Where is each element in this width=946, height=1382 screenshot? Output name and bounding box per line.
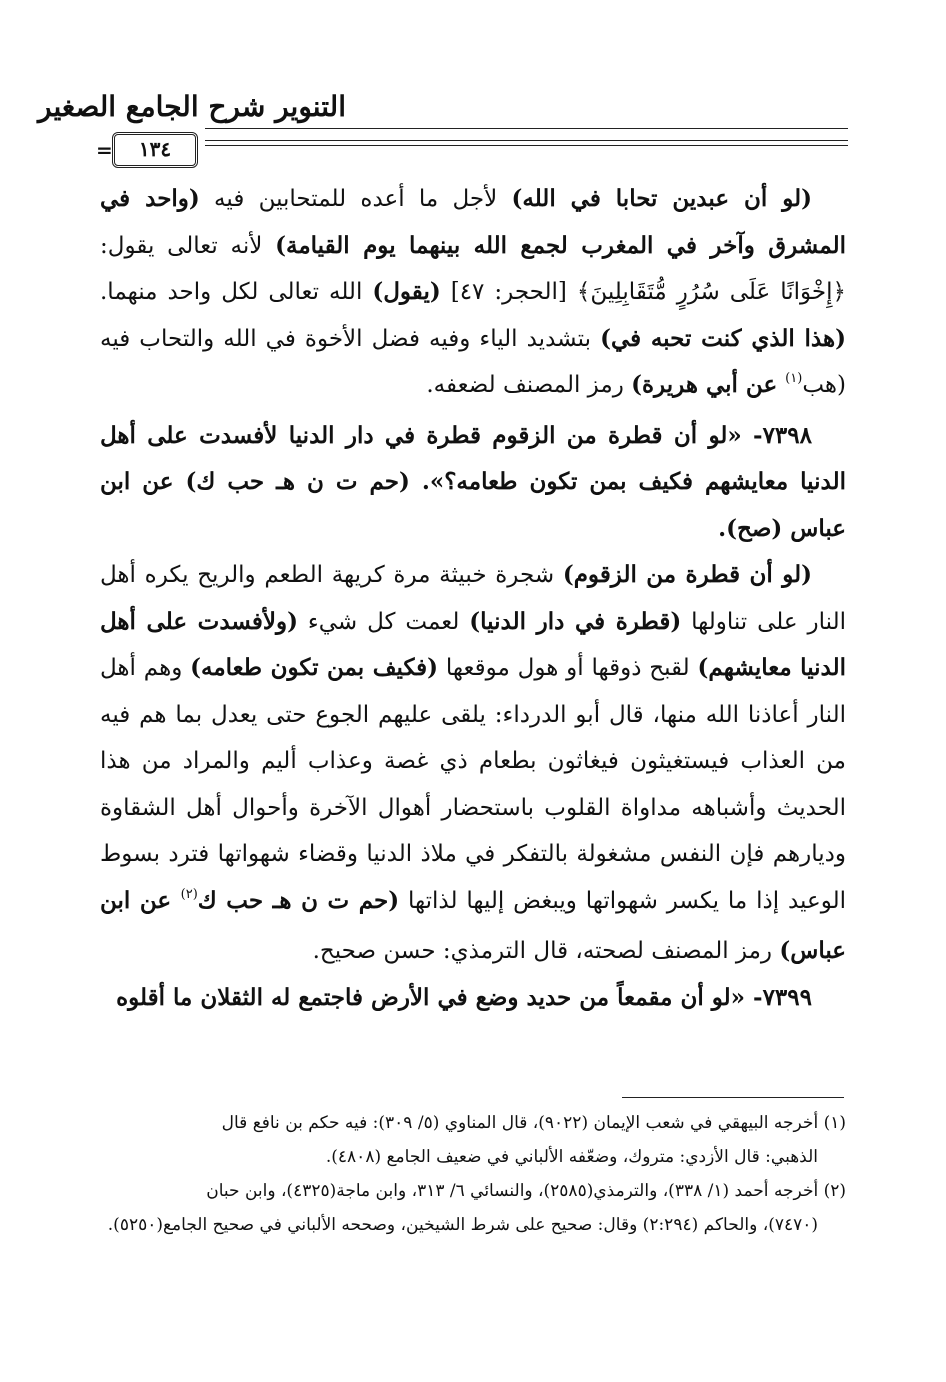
quote-span: (ولأفسدت على أهل الدنيا معايشهم) [100, 607, 847, 681]
commentary-span: بتشديد الياء وفيه فضل الأخوة في الله والتحاب فيه (هب [100, 325, 846, 398]
footnote-ref-2[interactable]: (٢) [180, 886, 198, 902]
commentary-span: رمز المصنف لضعفه. [426, 372, 632, 398]
hadith-7399 [100, 975, 846, 1022]
quote-span: (واحد في المشرق وآخر في المغرب لجمع الله بينهما يوم القيامة) [100, 185, 846, 259]
commentary-span: الله تعالى لكل واحد منهما. [100, 279, 373, 305]
hadith-text: ٧٣٩٨- «لو أن قطرة من الزقوم قطرة في دار الدنيا لأفسدت على أهل الدنيا معايشهم فكيف بمن تكون طعامه؟». (حم ت ن هـ حب ك) عن ابن عباس (صح). [100, 421, 846, 542]
page-number-rule [205, 140, 848, 146]
quote-span: (حم ت ن هـ حب ك [197, 886, 400, 914]
footnote-1-cont [100, 1140, 846, 1174]
footnote-separator [622, 1097, 844, 1098]
footnote-1-rest: الذهبي: قال الأزدي: متروك، وضعّفه الألباني في ضعيف الجامع (٤٨٠٨). [325, 1147, 818, 1167]
header-rule [205, 128, 848, 129]
footnote-ref-1[interactable]: (١) [785, 371, 803, 386]
footnote-2-cont [100, 1208, 846, 1242]
quote-span: (لو أن قطرة من الزقوم) [562, 561, 812, 588]
hadith-text: ٧٣٩٩- «لو أن مقمعاً من حديد وضع في الأرض فاجتمع له الثقلان ما أقلوه [116, 983, 812, 1011]
quote-span: (هذا الذي كنت تحبه في) [600, 324, 846, 352]
commentary-span: شجرة خبيثة مرة كريهة الطعم والريح يكره أهل النار على تناولها [100, 562, 846, 635]
footnote-1-line: (١) أخرجه البيهقي في شعب الإيمان (٩٠٢٢)، قال المناوي (٥/ ٣٠٩): فيه حكم بن نافع قال [221, 1113, 846, 1133]
commentary-span: لأنه تعالى يقول: ﴿إِخْوَانًا عَلَى سُرُرٍ مُّتَقَابِلِينَ﴾ [الحجر: ٤٧] [100, 232, 846, 305]
footnote-1 [100, 1106, 846, 1140]
running-header-title: التنوير شرح الجامع الصغير [38, 90, 346, 123]
footnote-2-rest: (٧٤٧٠)، والحاكم (٢:٢٩٤) وقال: صحيح على شرط الشيخين، وصححه الألباني في صحيح الجامع(٥٢٥٠). [107, 1215, 818, 1235]
quote-span: (فكيف بمن تكون طعامه) [190, 654, 439, 681]
quote-span: (قطرة في دار الدنيا) [469, 607, 682, 635]
page-number: ١٣٤ [138, 137, 172, 161]
commentary-span: لعمت كل شيء [298, 608, 470, 635]
footnote-2 [100, 1174, 846, 1208]
footnotes [100, 1106, 846, 1242]
main-text [100, 176, 846, 1021]
commentary-span: وهم أهل النار أعاذنا الله منها، قال أبو الدرداء: يلقى عليهم الجوع حتى يعدل بما هم فيه من العذاب فيستغيثون فيغاثون بطعام ذي غصة وعذاب أليم والمراد من هذا الحديث وأشباهه مداواة القلوب باستحضار أهوال الآخرة وأحوال أهل الشقاوة وديارهم فإن النفس مشغولة بالتفكر في ملاذ الدنيا وقضاء شهواتها فترد بسوط الوعيد إذا ما يكسر شهواتها ويبغض إليها لذاتها [100, 655, 846, 914]
page-number-mark: = [96, 138, 113, 162]
commentary-paragraph-7397 [100, 176, 846, 413]
quote-span: عن أبي هريرة) [631, 371, 786, 398]
quote-span: (يقول) [372, 278, 441, 305]
quote-span: عن ابن عباس) [100, 886, 846, 964]
commentary-span: رمز المصنف لصحته، قال الترمذي: حسن صحيح. [312, 938, 780, 964]
commentary-span: لقبح ذوقها أو هول موقعها [438, 655, 698, 681]
commentary-paragraph-7398 [100, 552, 846, 975]
footnote-2-line: (٢) أخرجه أحمد (١/ ٣٣٨)، والترمذي(٢٥٨٥)، والنسائي ٦/ ٣١٣، وابن ماجة(٤٣٢٥)، وابن حبان [206, 1181, 846, 1201]
commentary-span: لأجل ما أعده للمتحابين فيه [199, 186, 512, 212]
page-number-box [112, 132, 198, 168]
quote-span: (لو أن عبدين تحابا في الله) [511, 185, 813, 212]
hadith-7398 [100, 413, 846, 553]
